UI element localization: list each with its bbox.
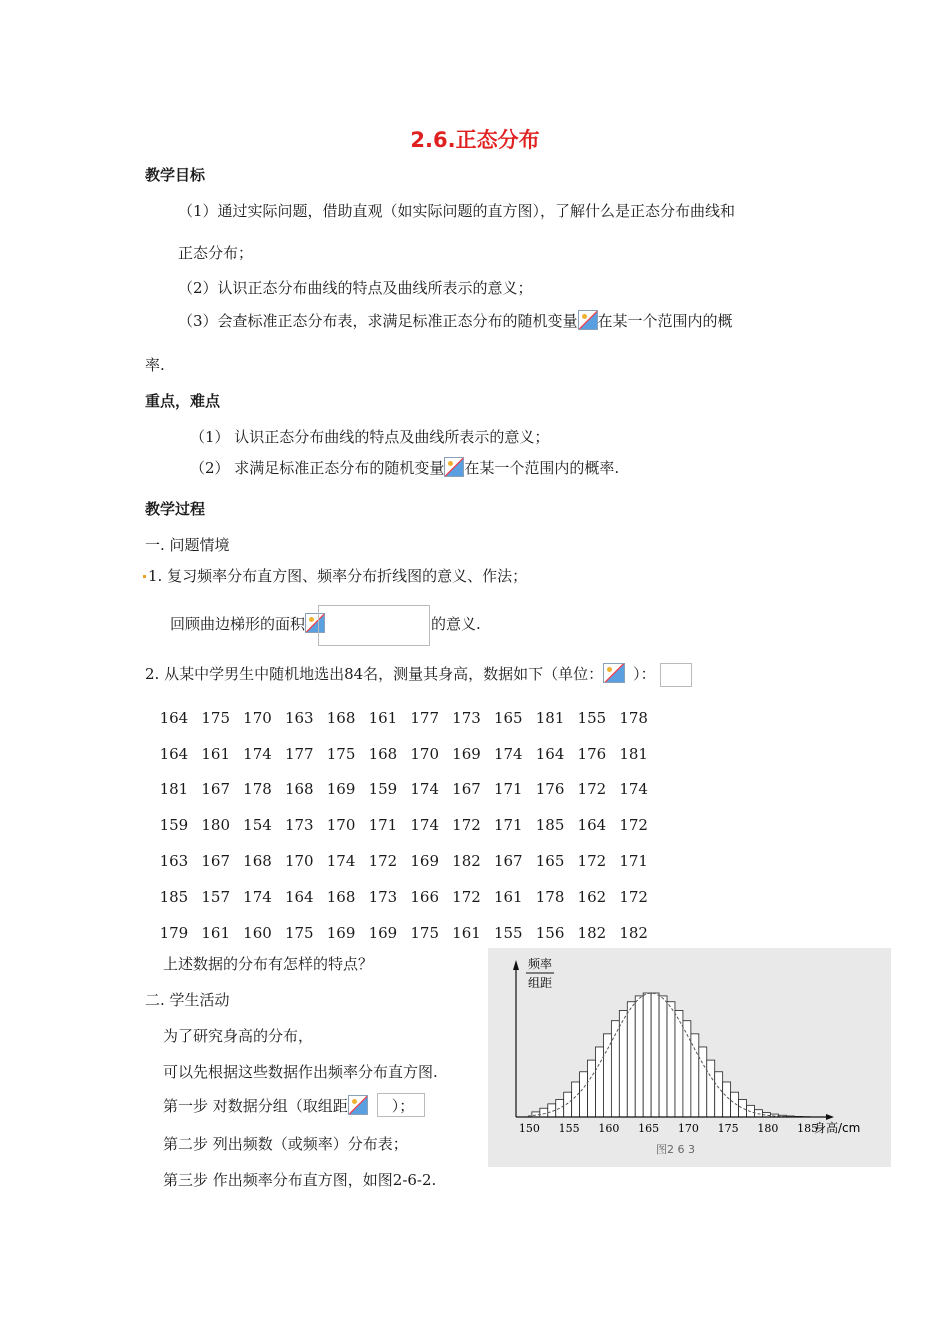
question-distribution: 上述数据的分布有怎样的特点？ — [163, 955, 374, 973]
table-cell: 165 — [493, 708, 523, 727]
table-cell: 175 — [284, 923, 314, 942]
histogram-bar — [699, 1047, 707, 1117]
table-cell: 172 — [368, 852, 398, 871]
bullet-mark — [143, 575, 146, 578]
step-3: 第三步 作出频率分布直方图，如图2-6-2. — [163, 1171, 437, 1189]
integral-formula-box — [318, 605, 430, 646]
binwidth-image-icon — [348, 1095, 368, 1115]
keypoint-2-text-pre: （2） 求满足标准正态分布的随机变量 — [190, 459, 445, 477]
table-cell: 175 — [410, 923, 439, 942]
table-cell: 170 — [326, 816, 356, 835]
x-axis-arrow — [826, 1114, 834, 1120]
table-cell: 174 — [243, 744, 272, 763]
histogram-bar — [635, 996, 643, 1117]
histogram-bar — [691, 1034, 699, 1117]
table-cell: 161 — [368, 708, 398, 727]
table-cell: 169 — [452, 744, 481, 763]
table-cell: 169 — [368, 923, 398, 942]
table-cell: 168 — [326, 708, 356, 727]
table-cell: 174 — [493, 744, 523, 763]
histogram-bar — [667, 1002, 675, 1117]
histogram-bar — [643, 993, 651, 1117]
table-cell: 174 — [410, 780, 439, 799]
table-cell: 167 — [493, 852, 523, 871]
table-cell: 167 — [452, 780, 481, 799]
x-tick-label: 170 — [677, 1122, 699, 1135]
table-cell: 170 — [243, 708, 272, 727]
table-cell: 174 — [243, 887, 272, 906]
table-cell: 179 — [159, 923, 189, 942]
heading-objectives: 教学目标 — [145, 166, 206, 184]
table-row — [153, 915, 655, 951]
activity-line-1: 为了研究身高的分布， — [163, 1027, 314, 1045]
table-row — [153, 879, 655, 915]
variable-image-icon — [444, 457, 464, 477]
histogram-bar — [627, 1002, 635, 1117]
keypoint-2 — [190, 457, 619, 478]
table-cell: 156 — [535, 923, 565, 942]
table-cell: 161 — [201, 923, 231, 942]
objective-3-text-post: 在某一个范围内的概 — [597, 312, 733, 330]
objective-1-line1: （1）通过实际问题，借助直观（如实际问题的直方图），了解什么是正态分布曲线和 — [178, 202, 736, 220]
table-cell: 164 — [284, 887, 314, 906]
table-row — [153, 807, 655, 843]
step-1-text-pre: 第一步 对数据分组（取组距 — [163, 1097, 348, 1115]
histogram-bar — [651, 993, 659, 1117]
table-cell: 159 — [368, 780, 398, 799]
table-cell: 174 — [326, 852, 356, 871]
step-2: 第二步 列出频数（或频率）分布表； — [163, 1135, 408, 1153]
question-1b-text-pre: 回顾曲边梯形的面积 — [170, 615, 306, 633]
binwidth-formula-box — [377, 1093, 425, 1117]
table-cell: 164 — [535, 744, 565, 763]
table-cell: 164 — [159, 744, 189, 763]
histogram-bar — [707, 1060, 715, 1117]
table-cell: 177 — [284, 744, 314, 763]
question-1b-post: 的意义. — [431, 615, 481, 633]
table-cell: 185 — [159, 887, 189, 906]
histogram-bar — [588, 1060, 596, 1117]
table-cell: 172 — [619, 816, 648, 835]
table-cell: 161 — [452, 923, 481, 942]
histogram-bar — [603, 1034, 611, 1117]
histogram-bar — [723, 1082, 731, 1117]
table-cell: 169 — [410, 852, 439, 871]
activity-line-2: 可以先根据这些数据作出频率分布直方图. — [163, 1063, 438, 1081]
question-2 — [145, 663, 656, 684]
table-cell: 176 — [535, 780, 565, 799]
histogram-bar — [659, 996, 667, 1117]
histogram-bar — [619, 1011, 627, 1117]
histogram-bar — [595, 1047, 603, 1117]
table-cell: 168 — [284, 780, 314, 799]
y-label-bottom: 组距 — [528, 976, 553, 990]
x-tick-label: 150 — [518, 1122, 540, 1135]
table-cell: 177 — [410, 708, 439, 727]
table-cell: 161 — [493, 887, 523, 906]
table-row — [153, 736, 655, 772]
y-axis-arrow — [513, 960, 519, 970]
table-cell: 174 — [619, 780, 648, 799]
table-cell: 171 — [493, 816, 523, 835]
keypoint-2-text-post: 在某一个范围内的概率. — [464, 459, 620, 477]
step-1-text-post: ）； — [391, 1097, 415, 1115]
y-label-top: 频率 — [528, 957, 553, 971]
table-cell: 180 — [201, 816, 231, 835]
table-cell: 163 — [284, 708, 314, 727]
table-cell: 154 — [243, 816, 272, 835]
x-axis-label: 身高/cm — [814, 1121, 861, 1135]
table-cell: 155 — [493, 923, 523, 942]
variable-image-icon — [578, 310, 598, 330]
objective-3-line2: 率. — [145, 356, 165, 374]
table-cell: 182 — [619, 923, 648, 942]
table-cell: 173 — [452, 708, 481, 727]
table-cell: 155 — [577, 708, 607, 727]
part-1-heading: 一. 问题情境 — [145, 536, 230, 554]
table-cell: 164 — [577, 816, 607, 835]
objective-2: （2）认识正态分布曲线的特点及曲线所表示的意义； — [178, 279, 533, 297]
part-2-heading: 二. 学生活动 — [145, 991, 230, 1009]
table-cell: 162 — [577, 887, 607, 906]
table-row — [153, 843, 655, 879]
table-cell: 165 — [535, 852, 565, 871]
figure-caption: 图2 6 3 — [656, 1143, 695, 1156]
table-cell: 181 — [535, 708, 565, 727]
table-cell: 172 — [452, 887, 481, 906]
table-cell: 171 — [619, 852, 648, 871]
table-cell: 172 — [619, 887, 648, 906]
table-cell: 182 — [452, 852, 481, 871]
table-cell: 172 — [452, 816, 481, 835]
table-cell: 170 — [410, 744, 439, 763]
height-data-table — [153, 700, 655, 951]
table-cell: 175 — [201, 708, 231, 727]
table-cell: 176 — [577, 744, 607, 763]
table-cell: 168 — [243, 852, 272, 871]
table-cell: 178 — [535, 887, 565, 906]
x-tick-label: 155 — [558, 1122, 580, 1135]
table-cell: 185 — [535, 816, 565, 835]
table-cell: 168 — [326, 887, 356, 906]
table-cell: 173 — [368, 887, 398, 906]
table-cell: 164 — [159, 708, 189, 727]
table-cell: 182 — [577, 923, 607, 942]
objective-3 — [178, 310, 733, 331]
table-cell: 172 — [577, 852, 607, 871]
table-cell: 178 — [243, 780, 272, 799]
table-cell: 157 — [201, 887, 231, 906]
table-cell: 172 — [577, 780, 607, 799]
histogram-figure — [488, 948, 891, 1167]
page-title: 2.6.正态分布 — [410, 128, 540, 152]
table-cell: 173 — [284, 816, 314, 835]
table-cell: 160 — [243, 923, 272, 942]
histogram-bar — [739, 1099, 747, 1117]
histogram-bar — [572, 1082, 580, 1117]
table-cell: 171 — [368, 816, 398, 835]
keypoint-1: （1） 认识正态分布曲线的特点及曲线所表示的意义； — [190, 428, 550, 446]
objective-3-text-pre: （3）会查标准正态分布表，求满足标准正态分布的随机变量 — [178, 312, 578, 330]
question-1b — [170, 613, 325, 634]
table-cell: 174 — [410, 816, 439, 835]
table-cell: 181 — [159, 780, 189, 799]
table-cell: 178 — [619, 708, 648, 727]
table-cell: 167 — [201, 852, 231, 871]
table-cell: 169 — [326, 923, 356, 942]
histogram-bar — [564, 1092, 572, 1117]
question-2-text-pre: 2. 从某中学男生中随机地选出84名，测量其身高，数据如下（单位： — [145, 665, 604, 683]
histogram-bar — [580, 1072, 588, 1117]
x-tick-label: 160 — [598, 1122, 620, 1135]
table-cell: 167 — [201, 780, 231, 799]
table-row — [153, 700, 655, 736]
histogram-bar — [540, 1108, 548, 1117]
table-cell: 170 — [284, 852, 314, 871]
table-cell: 181 — [619, 744, 648, 763]
table-cell: 169 — [326, 780, 356, 799]
objective-1-line2: 正态分布； — [178, 244, 254, 262]
table-cell: 166 — [410, 887, 439, 906]
table-cell: 161 — [201, 744, 231, 763]
question-2-text-post: ）： — [633, 665, 656, 683]
x-tick-label: 175 — [717, 1122, 739, 1135]
question-1: 1. 复习频率分布直方图、频率分布折线图的意义、作法； — [148, 567, 528, 585]
table-cell: 159 — [159, 816, 189, 835]
x-tick-label: 180 — [757, 1122, 779, 1135]
x-tick-label: 185 — [797, 1122, 819, 1135]
histogram-bar — [715, 1072, 723, 1117]
table-cell: 171 — [493, 780, 523, 799]
table-cell: 168 — [368, 744, 398, 763]
table-row — [153, 772, 655, 808]
heading-keypoints: 重点，难点 — [145, 392, 221, 410]
unit-formula-box — [660, 663, 692, 687]
histogram-chart — [488, 948, 891, 1167]
heading-process: 教学过程 — [145, 500, 206, 518]
unit-image-icon — [603, 663, 625, 683]
table-cell: 163 — [159, 852, 189, 871]
histogram-bar — [675, 1011, 683, 1117]
table-cell: 175 — [326, 744, 356, 763]
x-tick-label: 165 — [638, 1122, 660, 1135]
